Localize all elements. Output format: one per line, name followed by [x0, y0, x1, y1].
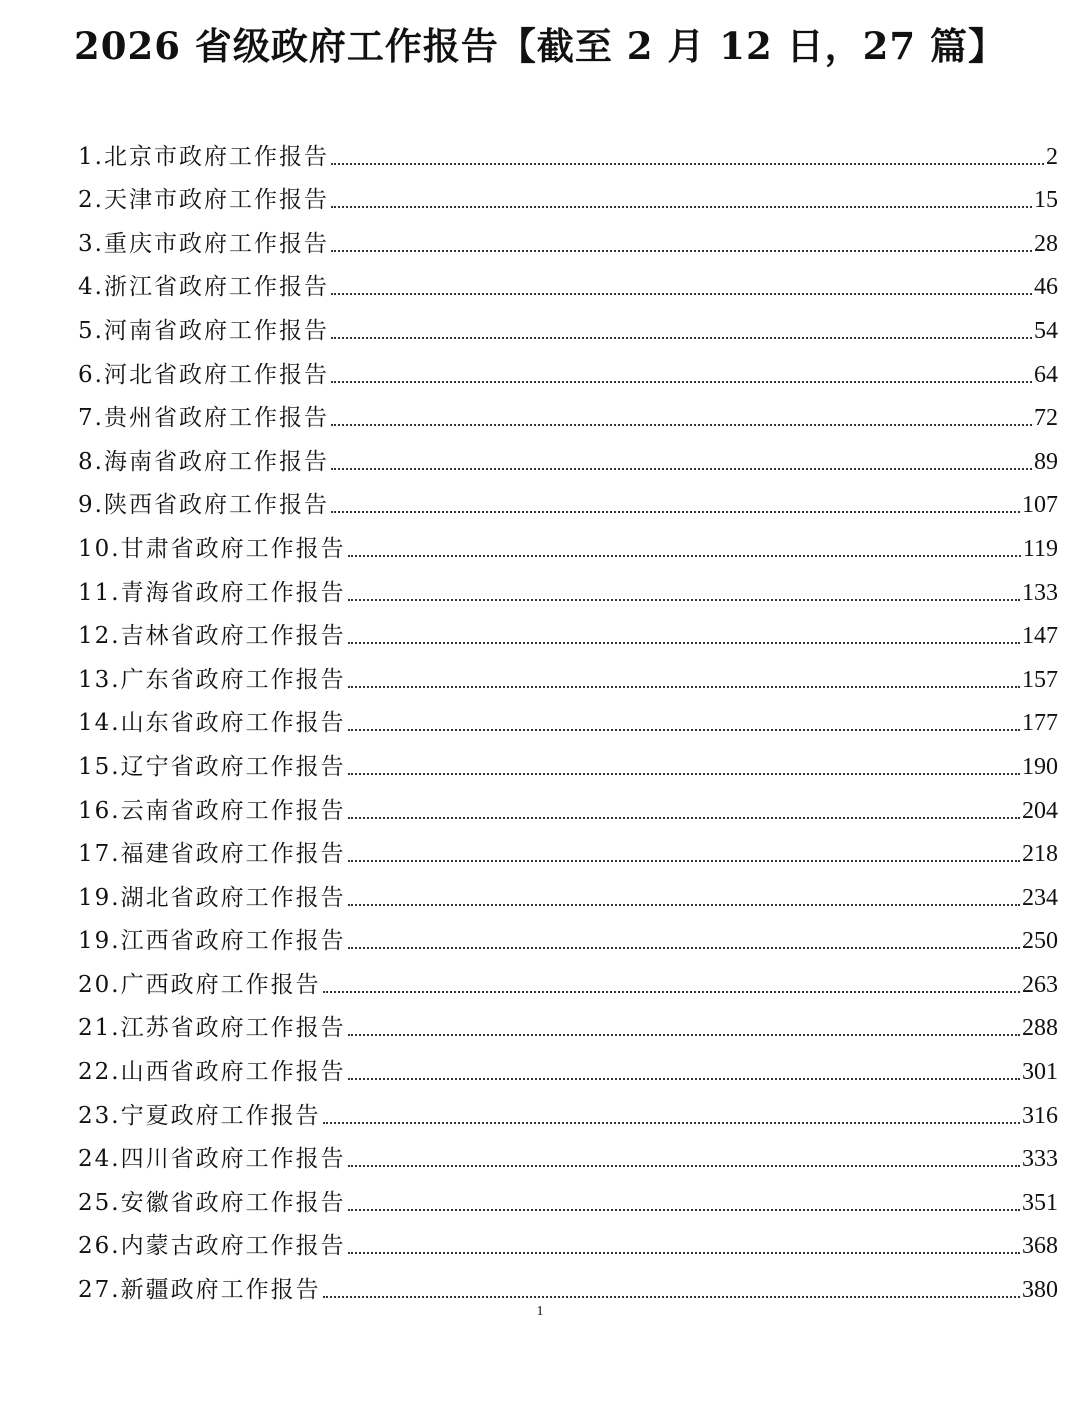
toc-dot-leader [323, 991, 1020, 993]
toc-entry-page-number: 333 [1022, 1146, 1058, 1173]
toc-entry-page-number: 72 [1034, 405, 1058, 432]
toc-dot-leader [348, 1209, 1020, 1211]
toc-dot-leader [348, 642, 1020, 644]
toc-entry-page-number: 119 [1022, 535, 1058, 562]
toc-dot-leader [348, 1078, 1020, 1080]
toc-entry-title: 27.新疆政府工作报告 [78, 1277, 321, 1304]
toc-entry[interactable] [78, 170, 1058, 214]
toc-entry[interactable] [78, 867, 1058, 911]
toc-entry-title: 8.海南省政府工作报告 [78, 448, 329, 475]
toc-entry[interactable] [78, 693, 1058, 737]
toc-entry-title: 20.广西政府工作报告 [78, 971, 321, 998]
toc-dot-leader [348, 904, 1020, 906]
toc-entry-page-number: 89 [1034, 448, 1058, 475]
toc-entry-title: 23.宁夏政府工作报告 [78, 1102, 321, 1129]
toc-entry[interactable] [78, 1085, 1058, 1129]
table-of-contents [78, 126, 1058, 1303]
toc-entry-title: 7.贵州省政府工作报告 [78, 405, 329, 432]
toc-entry-page-number: 204 [1022, 797, 1058, 824]
toc-entry[interactable] [78, 475, 1058, 519]
toc-entry-title: 13.广东省政府工作报告 [78, 666, 346, 693]
toc-entry-title: 15.辽宁省政府工作报告 [78, 753, 346, 780]
toc-dot-leader [323, 1296, 1020, 1298]
toc-entry-title: 4.浙江省政府工作报告 [78, 274, 329, 301]
toc-entry-title: 22.山西省政府工作报告 [78, 1059, 346, 1086]
toc-dot-leader [348, 686, 1020, 688]
toc-entry-page-number: 351 [1022, 1189, 1058, 1216]
toc-entry-title: 14.山东省政府工作报告 [78, 710, 346, 737]
toc-entry-title: 21.江苏省政府工作报告 [78, 1015, 346, 1042]
toc-entry-page-number: 64 [1034, 361, 1058, 388]
toc-entry-title: 24.四川省政府工作报告 [78, 1146, 346, 1173]
toc-dot-leader [323, 1122, 1020, 1124]
toc-entry-page-number: 301 [1022, 1059, 1058, 1086]
toc-dot-leader [331, 206, 1032, 208]
toc-entry-title: 19.江西省政府工作报告 [78, 928, 346, 955]
toc-entry[interactable] [78, 998, 1058, 1042]
toc-entry[interactable] [78, 649, 1058, 693]
toc-entry-title: 9.陕西省政府工作报告 [78, 492, 329, 519]
toc-dot-leader [331, 381, 1032, 383]
toc-entry-page-number: 218 [1022, 841, 1058, 868]
toc-entry-title: 17.福建省政府工作报告 [78, 841, 346, 868]
toc-entry-title: 2.天津市政府工作报告 [78, 187, 329, 214]
toc-dot-leader [348, 947, 1020, 949]
toc-entry[interactable] [78, 126, 1058, 170]
toc-entry[interactable] [78, 1259, 1058, 1303]
toc-entry-page-number: 288 [1022, 1015, 1058, 1042]
toc-entry[interactable] [78, 562, 1058, 606]
toc-entry[interactable] [78, 1172, 1058, 1216]
toc-entry-page-number: 133 [1022, 579, 1058, 606]
toc-dot-leader [348, 1034, 1020, 1036]
toc-entry-page-number: 107 [1022, 492, 1058, 519]
toc-dot-leader [348, 860, 1020, 862]
toc-entry[interactable] [78, 606, 1058, 650]
toc-entry[interactable] [78, 911, 1058, 955]
toc-entry[interactable] [78, 518, 1058, 562]
toc-dot-leader [331, 337, 1032, 339]
toc-entry[interactable] [78, 1129, 1058, 1173]
toc-entry-title: 12.吉林省政府工作报告 [78, 623, 346, 650]
toc-entry-title: 1.北京市政府工作报告 [78, 143, 329, 170]
toc-entry-page-number: 368 [1022, 1233, 1058, 1260]
toc-entry-page-number: 15 [1034, 187, 1058, 214]
toc-entry[interactable] [78, 431, 1058, 475]
toc-entry[interactable] [78, 1041, 1058, 1085]
toc-entry[interactable] [78, 1216, 1058, 1260]
toc-dot-leader [348, 1165, 1020, 1167]
toc-entry-page-number: 234 [1022, 884, 1058, 911]
toc-entry-page-number: 157 [1022, 666, 1058, 693]
toc-entry-page-number: 250 [1022, 928, 1058, 955]
toc-dot-leader [348, 1252, 1020, 1254]
toc-entry-title: 3.重庆市政府工作报告 [78, 230, 329, 257]
toc-entry[interactable] [78, 954, 1058, 998]
toc-entry-page-number: 190 [1022, 753, 1058, 780]
toc-entry-page-number: 316 [1022, 1102, 1058, 1129]
toc-entry[interactable] [78, 257, 1058, 301]
toc-entry-page-number: 46 [1034, 274, 1058, 301]
toc-dot-leader [331, 424, 1032, 426]
document-title: 2026 省级政府工作报告【截至 2 月 12 日，27 篇】 [74, 24, 1006, 68]
toc-entry[interactable] [78, 300, 1058, 344]
toc-dot-leader [348, 817, 1020, 819]
toc-entry-title: 11.青海省政府工作报告 [78, 579, 346, 606]
toc-dot-leader [331, 468, 1032, 470]
toc-dot-leader [348, 773, 1020, 775]
toc-entry-title: 16.云南省政府工作报告 [78, 797, 346, 824]
toc-entry-page-number: 147 [1022, 623, 1058, 650]
toc-dot-leader [331, 293, 1032, 295]
toc-entry[interactable] [78, 388, 1058, 432]
toc-dot-leader [348, 599, 1020, 601]
toc-dot-leader [348, 555, 1021, 557]
toc-entry[interactable] [78, 344, 1058, 388]
toc-entry-page-number: 177 [1022, 710, 1058, 737]
page-number: 1 [536, 1304, 544, 1319]
toc-entry-page-number: 28 [1034, 230, 1058, 257]
toc-entry-page-number: 54 [1034, 317, 1058, 344]
toc-dot-leader [348, 729, 1020, 731]
toc-entry-title: 5.河南省政府工作报告 [78, 317, 329, 344]
toc-entry[interactable] [78, 824, 1058, 868]
toc-entry-page-number: 380 [1022, 1277, 1058, 1304]
toc-entry[interactable] [78, 213, 1058, 257]
toc-dot-leader [331, 163, 1044, 165]
toc-entry-title: 10.甘肃省政府工作报告 [78, 535, 346, 562]
toc-entry-title: 6.河北省政府工作报告 [78, 361, 329, 388]
toc-entry-title: 25.安徽省政府工作报告 [78, 1189, 346, 1216]
toc-dot-leader [331, 250, 1032, 252]
toc-entry[interactable] [78, 736, 1058, 780]
toc-entry[interactable] [78, 780, 1058, 824]
toc-entry-title: 26.内蒙古政府工作报告 [78, 1233, 346, 1260]
toc-entry-title: 19.湖北省政府工作报告 [78, 884, 346, 911]
toc-entry-page-number: 263 [1022, 971, 1058, 998]
toc-entry-page-number: 2 [1046, 143, 1058, 170]
toc-dot-leader [331, 511, 1020, 513]
